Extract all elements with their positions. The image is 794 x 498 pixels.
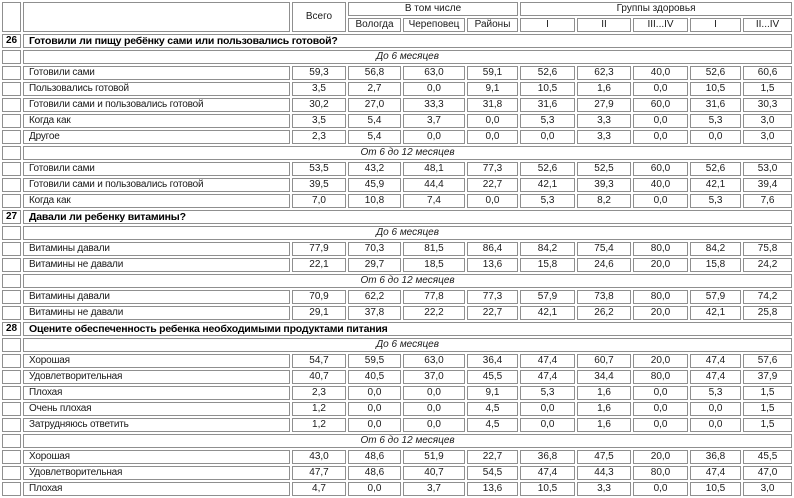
row-number-cell — [2, 82, 21, 96]
value-cell: 25,8 — [743, 306, 792, 320]
value-cell: 59,3 — [292, 66, 346, 80]
value-cell: 47,5 — [577, 450, 631, 464]
value-cell: 4,7 — [292, 482, 346, 496]
value-cell: 51,9 — [403, 450, 465, 464]
value-cell: 0,0 — [633, 482, 688, 496]
data-row — [2, 482, 792, 496]
value-cell: 2,7 — [348, 82, 401, 96]
answer-label: Когда как — [23, 194, 290, 208]
value-cell: 47,4 — [690, 370, 741, 384]
value-cell: 0,0 — [348, 482, 401, 496]
value-cell: 44,3 — [577, 466, 631, 480]
row-number-cell — [2, 370, 21, 384]
value-cell: 7,4 — [403, 194, 465, 208]
value-cell: 1,6 — [577, 386, 631, 400]
value-cell: 20,0 — [633, 306, 688, 320]
value-cell: 5,3 — [520, 386, 575, 400]
period-row — [2, 146, 792, 160]
answer-label: Плохая — [23, 482, 290, 496]
value-cell: 52,6 — [520, 162, 575, 176]
value-cell: 3,7 — [403, 482, 465, 496]
header-col-vologda: Вологда — [348, 18, 401, 32]
value-cell: 29,7 — [348, 258, 401, 272]
value-cell: 48,6 — [348, 466, 401, 480]
data-row — [2, 66, 792, 80]
value-cell: 45,5 — [467, 370, 518, 384]
answer-label: Витамины не давали — [23, 306, 290, 320]
value-cell: 37,0 — [403, 370, 465, 384]
value-cell: 22,7 — [467, 306, 518, 320]
value-cell: 3,0 — [743, 482, 792, 496]
row-number-cell — [2, 450, 21, 464]
value-cell: 0,0 — [633, 130, 688, 144]
row-number-cell — [2, 290, 21, 304]
value-cell: 1,2 — [292, 418, 346, 432]
row-number-cell — [2, 258, 21, 272]
value-cell: 42,1 — [520, 178, 575, 192]
value-cell: 22,1 — [292, 258, 346, 272]
value-cell: 0,0 — [690, 130, 741, 144]
value-cell: 33,3 — [403, 98, 465, 112]
value-cell: 74,2 — [743, 290, 792, 304]
answer-label: Плохая — [23, 386, 290, 400]
answer-label: Готовили сами и пользовались готовой — [23, 98, 290, 112]
period-row — [2, 274, 792, 288]
period-cell: От 6 до 12 месяцев — [23, 274, 792, 288]
value-cell: 0,0 — [348, 418, 401, 432]
value-cell: 52,6 — [520, 66, 575, 80]
value-cell: 4,5 — [467, 418, 518, 432]
data-row — [2, 386, 792, 400]
value-cell: 36,8 — [520, 450, 575, 464]
value-cell: 0,0 — [633, 386, 688, 400]
value-cell: 77,3 — [467, 290, 518, 304]
header-col-rayony: Районы — [467, 18, 518, 32]
value-cell: 75,4 — [577, 242, 631, 256]
answer-label: Пользовались готовой — [23, 82, 290, 96]
answer-label: Витамины не давали — [23, 258, 290, 272]
value-cell: 1,6 — [577, 402, 631, 416]
answer-label: Удовлетворительная — [23, 466, 290, 480]
data-row — [2, 418, 792, 432]
question-cell: Готовили ли пищу ребёнку сами или пользовались готовой? — [23, 34, 792, 48]
value-cell: 45,9 — [348, 178, 401, 192]
value-cell: 47,4 — [520, 466, 575, 480]
value-cell: 0,0 — [348, 402, 401, 416]
data-row — [2, 354, 792, 368]
value-cell: 29,1 — [292, 306, 346, 320]
value-cell: 5,3 — [690, 114, 741, 128]
value-cell: 31,6 — [520, 98, 575, 112]
value-cell: 0,0 — [690, 418, 741, 432]
data-row — [2, 162, 792, 176]
value-cell: 3,5 — [292, 114, 346, 128]
value-cell: 3,3 — [577, 130, 631, 144]
value-cell: 39,3 — [577, 178, 631, 192]
value-cell: 30,2 — [292, 98, 346, 112]
value-cell: 20,0 — [633, 450, 688, 464]
answer-label: Готовили сами и пользовались готовой — [23, 178, 290, 192]
header-label-cell — [23, 2, 290, 32]
value-cell: 45,5 — [743, 450, 792, 464]
value-cell: 22,7 — [467, 178, 518, 192]
value-cell: 0,0 — [403, 418, 465, 432]
value-cell: 5,4 — [348, 130, 401, 144]
value-cell: 3,0 — [743, 130, 792, 144]
header-col-health-3: III...IV — [633, 18, 688, 32]
header-group-including: В том числе — [348, 2, 518, 16]
value-cell: 8,2 — [577, 194, 631, 208]
answer-label: Витамины давали — [23, 290, 290, 304]
value-cell: 1,6 — [577, 82, 631, 96]
question-cell: Оцените обеспеченность ребенка необходимыми продуктами питания — [23, 322, 792, 336]
row-number-cell — [2, 98, 21, 112]
period-cell: От 6 до 12 месяцев — [23, 434, 792, 448]
header-col-health-5: II...IV — [743, 18, 792, 32]
value-cell: 52,6 — [690, 66, 741, 80]
value-cell: 0,0 — [520, 418, 575, 432]
row-number-cell — [2, 466, 21, 480]
row-number-cell — [2, 114, 21, 128]
answer-label: Удовлетворительная — [23, 370, 290, 384]
value-cell: 48,6 — [348, 450, 401, 464]
value-cell: 80,0 — [633, 370, 688, 384]
value-cell: 36,4 — [467, 354, 518, 368]
value-cell: 3,5 — [292, 82, 346, 96]
value-cell: 31,8 — [467, 98, 518, 112]
header-col-health-2: II — [577, 18, 631, 32]
question-cell: Давали ли ребенку витамины? — [23, 210, 792, 224]
value-cell: 75,8 — [743, 242, 792, 256]
value-cell: 0,0 — [633, 402, 688, 416]
value-cell: 70,3 — [348, 242, 401, 256]
value-cell: 47,4 — [520, 370, 575, 384]
answer-label: Очень плохая — [23, 402, 290, 416]
value-cell: 0,0 — [633, 194, 688, 208]
value-cell: 84,2 — [690, 242, 741, 256]
value-cell: 20,0 — [633, 354, 688, 368]
value-cell: 5,3 — [520, 194, 575, 208]
value-cell: 59,1 — [467, 66, 518, 80]
row-number-cell — [2, 130, 21, 144]
value-cell: 40,0 — [633, 178, 688, 192]
answer-label: Другое — [23, 130, 290, 144]
value-cell: 10,5 — [690, 82, 741, 96]
value-cell: 86,4 — [467, 242, 518, 256]
period-number-cell — [2, 146, 21, 160]
value-cell: 62,2 — [348, 290, 401, 304]
value-cell: 43,2 — [348, 162, 401, 176]
value-cell: 9,1 — [467, 82, 518, 96]
value-cell: 0,0 — [403, 82, 465, 96]
row-number-cell — [2, 482, 21, 496]
value-cell: 60,0 — [633, 162, 688, 176]
value-cell: 15,8 — [690, 258, 741, 272]
value-cell: 36,8 — [690, 450, 741, 464]
period-row — [2, 50, 792, 64]
value-cell: 13,6 — [467, 482, 518, 496]
header-group-row — [2, 2, 792, 16]
value-cell: 57,6 — [743, 354, 792, 368]
row-number-cell — [2, 66, 21, 80]
value-cell: 81,5 — [403, 242, 465, 256]
value-cell: 0,0 — [348, 386, 401, 400]
value-cell: 39,5 — [292, 178, 346, 192]
row-number-cell — [2, 418, 21, 432]
value-cell: 54,7 — [292, 354, 346, 368]
value-cell: 53,0 — [743, 162, 792, 176]
answer-label: Хорошая — [23, 450, 290, 464]
data-row — [2, 258, 792, 272]
value-cell: 2,3 — [292, 386, 346, 400]
period-cell: До 6 месяцев — [23, 338, 792, 352]
value-cell: 26,2 — [577, 306, 631, 320]
value-cell: 57,9 — [520, 290, 575, 304]
value-cell: 5,3 — [520, 114, 575, 128]
period-number-cell — [2, 50, 21, 64]
value-cell: 53,5 — [292, 162, 346, 176]
question-row — [2, 34, 792, 48]
period-number-cell — [2, 434, 21, 448]
value-cell: 47,4 — [690, 354, 741, 368]
period-number-cell — [2, 274, 21, 288]
value-cell: 1,2 — [292, 402, 346, 416]
value-cell: 1,5 — [743, 82, 792, 96]
value-cell: 44,4 — [403, 178, 465, 192]
value-cell: 24,6 — [577, 258, 631, 272]
value-cell: 9,1 — [467, 386, 518, 400]
value-cell: 20,0 — [633, 258, 688, 272]
header-group-health: Группы здоровья — [520, 2, 792, 16]
value-cell: 0,0 — [690, 402, 741, 416]
section-number: 27 — [2, 210, 21, 224]
value-cell: 77,8 — [403, 290, 465, 304]
table-body — [2, 34, 792, 496]
answer-label: Когда как — [23, 114, 290, 128]
value-cell: 62,3 — [577, 66, 631, 80]
section-number: 28 — [2, 322, 21, 336]
period-row — [2, 338, 792, 352]
row-number-cell — [2, 306, 21, 320]
value-cell: 84,2 — [520, 242, 575, 256]
value-cell: 60,0 — [633, 98, 688, 112]
value-cell: 54,5 — [467, 466, 518, 480]
value-cell: 1,5 — [743, 418, 792, 432]
value-cell: 77,3 — [467, 162, 518, 176]
value-cell: 47,4 — [520, 354, 575, 368]
value-cell: 27,9 — [577, 98, 631, 112]
data-row — [2, 466, 792, 480]
data-row — [2, 130, 792, 144]
period-row — [2, 434, 792, 448]
answer-label: Хорошая — [23, 354, 290, 368]
value-cell: 0,0 — [633, 418, 688, 432]
row-number-cell — [2, 162, 21, 176]
data-row — [2, 290, 792, 304]
data-row — [2, 98, 792, 112]
value-cell: 60,6 — [743, 66, 792, 80]
data-row — [2, 450, 792, 464]
value-cell: 0,0 — [467, 194, 518, 208]
value-cell: 1,5 — [743, 386, 792, 400]
period-cell: До 6 месяцев — [23, 50, 792, 64]
value-cell: 77,9 — [292, 242, 346, 256]
value-cell: 18,5 — [403, 258, 465, 272]
value-cell: 48,1 — [403, 162, 465, 176]
value-cell: 15,8 — [520, 258, 575, 272]
question-row — [2, 322, 792, 336]
value-cell: 0,0 — [403, 386, 465, 400]
value-cell: 40,7 — [403, 466, 465, 480]
value-cell: 0,0 — [403, 402, 465, 416]
value-cell: 7,6 — [743, 194, 792, 208]
answer-label: Готовили сами — [23, 66, 290, 80]
value-cell: 37,8 — [348, 306, 401, 320]
value-cell: 60,7 — [577, 354, 631, 368]
value-cell: 39,4 — [743, 178, 792, 192]
value-cell: 22,7 — [467, 450, 518, 464]
header-total: Всего — [292, 2, 346, 32]
period-number-cell — [2, 226, 21, 240]
header-col-health-1: I — [520, 18, 575, 32]
value-cell: 3,3 — [577, 114, 631, 128]
data-row — [2, 82, 792, 96]
value-cell: 3,7 — [403, 114, 465, 128]
value-cell: 1,6 — [577, 418, 631, 432]
value-cell: 70,9 — [292, 290, 346, 304]
value-cell: 43,0 — [292, 450, 346, 464]
header-col-health-4: I — [690, 18, 741, 32]
data-row — [2, 242, 792, 256]
value-cell: 80,0 — [633, 242, 688, 256]
period-cell: От 6 до 12 месяцев — [23, 146, 792, 160]
data-row — [2, 178, 792, 192]
value-cell: 4,5 — [467, 402, 518, 416]
row-number-cell — [2, 194, 21, 208]
value-cell: 10,5 — [520, 82, 575, 96]
data-row — [2, 306, 792, 320]
value-cell: 0,0 — [633, 82, 688, 96]
value-cell: 52,5 — [577, 162, 631, 176]
value-cell: 63,0 — [403, 354, 465, 368]
section-number: 26 — [2, 34, 21, 48]
answer-label: Затрудняюсь ответить — [23, 418, 290, 432]
value-cell: 1,5 — [743, 402, 792, 416]
value-cell: 0,0 — [520, 402, 575, 416]
header-number-cell — [2, 2, 21, 32]
value-cell: 10,5 — [690, 482, 741, 496]
value-cell: 73,8 — [577, 290, 631, 304]
value-cell: 47,0 — [743, 466, 792, 480]
value-cell: 57,9 — [690, 290, 741, 304]
data-row — [2, 114, 792, 128]
value-cell: 56,8 — [348, 66, 401, 80]
value-cell: 30,3 — [743, 98, 792, 112]
answer-label: Готовили сами — [23, 162, 290, 176]
header-col-cherepovets: Череповец — [403, 18, 465, 32]
value-cell: 31,6 — [690, 98, 741, 112]
value-cell: 80,0 — [633, 290, 688, 304]
value-cell: 59,5 — [348, 354, 401, 368]
value-cell: 63,0 — [403, 66, 465, 80]
value-cell: 2,3 — [292, 130, 346, 144]
period-number-cell — [2, 338, 21, 352]
value-cell: 40,7 — [292, 370, 346, 384]
value-cell: 27,0 — [348, 98, 401, 112]
value-cell: 7,0 — [292, 194, 346, 208]
data-row — [2, 402, 792, 416]
value-cell: 47,7 — [292, 466, 346, 480]
value-cell: 0,0 — [520, 130, 575, 144]
value-cell: 3,0 — [743, 114, 792, 128]
value-cell: 10,5 — [520, 482, 575, 496]
value-cell: 52,6 — [690, 162, 741, 176]
period-row — [2, 226, 792, 240]
value-cell: 13,6 — [467, 258, 518, 272]
value-cell: 0,0 — [633, 114, 688, 128]
question-row — [2, 210, 792, 224]
row-number-cell — [2, 402, 21, 416]
value-cell: 0,0 — [467, 114, 518, 128]
value-cell: 40,0 — [633, 66, 688, 80]
value-cell: 10,8 — [348, 194, 401, 208]
row-number-cell — [2, 386, 21, 400]
value-cell: 22,2 — [403, 306, 465, 320]
value-cell: 0,0 — [403, 130, 465, 144]
value-cell: 42,1 — [690, 306, 741, 320]
period-cell: До 6 месяцев — [23, 226, 792, 240]
value-cell: 34,4 — [577, 370, 631, 384]
data-row — [2, 194, 792, 208]
row-number-cell — [2, 178, 21, 192]
value-cell: 80,0 — [633, 466, 688, 480]
value-cell: 5,3 — [690, 194, 741, 208]
value-cell: 37,9 — [743, 370, 792, 384]
value-cell: 24,2 — [743, 258, 792, 272]
row-number-cell — [2, 354, 21, 368]
data-row — [2, 370, 792, 384]
value-cell: 3,3 — [577, 482, 631, 496]
value-cell: 0,0 — [467, 130, 518, 144]
row-number-cell — [2, 242, 21, 256]
answer-label: Витамины давали — [23, 242, 290, 256]
value-cell: 5,3 — [690, 386, 741, 400]
value-cell: 47,4 — [690, 466, 741, 480]
value-cell: 42,1 — [520, 306, 575, 320]
value-cell: 42,1 — [690, 178, 741, 192]
value-cell: 40,5 — [348, 370, 401, 384]
value-cell: 5,4 — [348, 114, 401, 128]
